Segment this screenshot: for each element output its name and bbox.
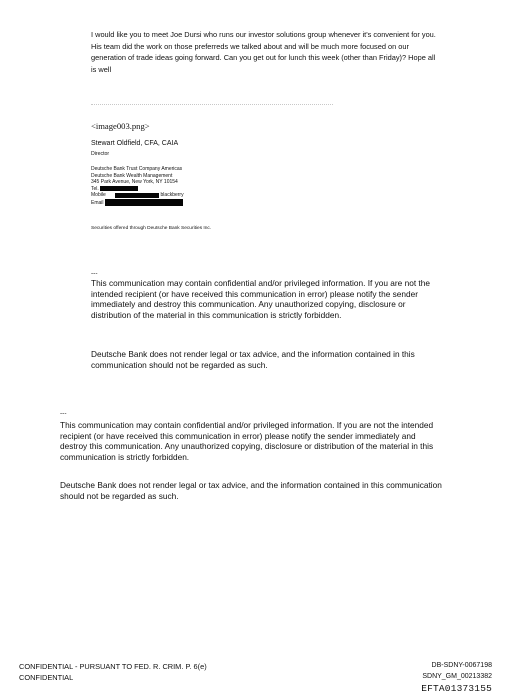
disclaimer-legal-advice: Deutsche Bank does not render legal or tax advice, and the information contained in this communication should not be regarded as such.: [91, 349, 415, 370]
signature-title: Director: [91, 151, 110, 157]
securities-note: Securities offered through Deutsche Bank Securities Inc.: [91, 226, 212, 231]
email-line: [91, 199, 184, 206]
redaction-block: [100, 186, 138, 191]
mobile-label: Mobile: [91, 192, 106, 199]
email-label: Email: [91, 199, 104, 206]
divider: [91, 104, 333, 105]
footer-confidential-rule: CONFIDENTIAL - PURSUANT TO FED. R. CRIM. P. 6(e): [19, 662, 207, 671]
mobile-suffix: blackberry: [160, 192, 184, 199]
mobile-line: [91, 192, 184, 199]
disclaimer-separator: ---: [91, 270, 98, 277]
signature-address-block: [91, 166, 184, 206]
footer-confidential: CONFIDENTIAL: [19, 673, 74, 682]
company-line-1: Deutsche Bank Trust Company Americas: [91, 166, 183, 172]
disclaimer-separator: ---: [60, 410, 67, 417]
disclaimer-paragraph: This communication may contain confidential and/or privileged information. If you are not the intended recipient (or have received this communication in error) please notify the sender immediately and destroy this communication. Any unauthorized copying, disclosure or distribution of the material in this communication is strictly forbidden.: [60, 420, 434, 462]
company-line-2: Deutsche Bank Wealth Management: [91, 172, 173, 179]
bates-number-db: DB-SDNY-0067198: [431, 662, 492, 669]
image-placeholder: <image003.png>: [91, 121, 150, 131]
disclaimer-paragraph: This communication may contain confidential and/or privileged information. If you are not the intended recipient (or have received this communication in error) please notify the sender immediately and destroy this communication. Any unauthorized copying, disclosure or distribution of the material in this communication is strictly forbidden.: [91, 278, 430, 320]
redaction-block: [115, 193, 159, 198]
address-line: 345 Park Avenue, New York, NY 10154: [91, 179, 178, 186]
tel-line: [91, 186, 184, 193]
bates-number-efta: EFTA01373155: [421, 683, 492, 694]
disclaimer-legal-advice: Deutsche Bank does not render legal or tax advice, and the information contained in this communication should not be regarded as such.: [60, 480, 442, 501]
tel-label: Tel.: [91, 185, 99, 192]
redaction-block: [105, 199, 183, 206]
bates-number-sdny: SDNY_GM_00213382: [422, 673, 492, 680]
email-body: I would like you to meet Joe Dursi who runs our investor solutions group whenever it's convenient for you. His team did the work on those preferreds we talked about and will be much more focused on our generation of trade ideas going forward. Can you get out for lunch this week (other than Friday)? Hope all is well: [91, 30, 436, 74]
signature-name: Stewart Oldfield, CFA, CAIA: [91, 140, 179, 147]
